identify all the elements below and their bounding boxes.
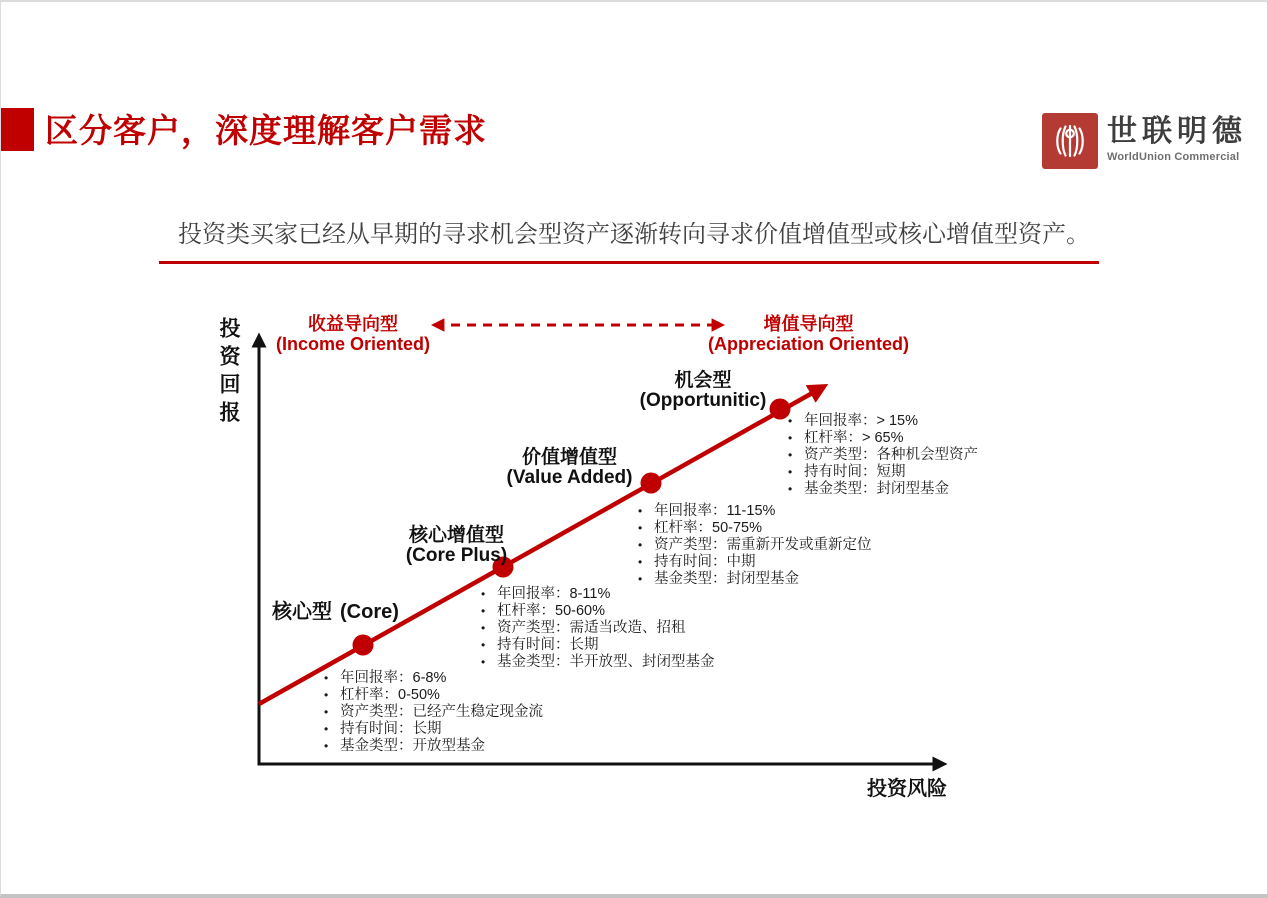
spectrum-right-cn: 增值导向型 <box>763 314 854 334</box>
bullet-fund-type: • 基金类型：封闭型基金 <box>637 571 872 588</box>
bullet-list-opportunitic <box>787 413 978 498</box>
spectrum-right-en: (Appreciation Oriented) <box>707 333 909 354</box>
bullet-holding-period: • 持有时间：中期 <box>637 554 872 571</box>
bullet-leverage-ratio: • 杠杆率：50-60% <box>480 603 715 620</box>
bullet-leverage-ratio: • 杠杆率：0-50% <box>323 687 543 704</box>
category-heading-core: 核心型 (Core) <box>272 601 399 623</box>
spectrum-left-label <box>263 315 443 354</box>
bullet-holding-period: • 持有时间：长期 <box>323 721 543 738</box>
bullet-leverage-ratio: • 杠杆率：> 65% <box>787 430 978 447</box>
bullet-annual-return: • 年回报率：11-15% <box>637 503 872 520</box>
bullet-list-core <box>323 670 543 755</box>
spectrum-left-cn: 收益导向型 <box>308 314 398 334</box>
point-value-added <box>641 473 662 494</box>
bullet-asset-type: • 资产类型：已经产生稳定现金流 <box>323 704 543 721</box>
bullet-fund-type: • 基金类型：半开放型、封闭型基金 <box>480 654 715 671</box>
y-axis-label: 投资回报 <box>217 317 240 429</box>
bullet-leverage-ratio: • 杠杆率：50-75% <box>637 520 872 537</box>
bullet-fund-type: • 基金类型：开放型基金 <box>323 738 543 755</box>
bullet-holding-period: • 持有时间：短期 <box>787 464 978 481</box>
logo-name-cn: 世联明德 <box>1107 115 1247 148</box>
category-heading-opportunitic: 机会型 (Opportunitic) <box>639 370 767 411</box>
bullet-asset-type: • 资产类型：各种机会型资产 <box>787 447 978 464</box>
category-heading-value-added: 价值增值型 (Value Added) <box>506 447 633 488</box>
bullet-list-core-plus <box>480 586 715 671</box>
category-heading-core-plus: 核心增值型 (Core Plus) <box>405 525 508 566</box>
bullet-annual-return: • 年回报率：6-8% <box>323 670 543 687</box>
bullet-annual-return: • 年回报率：> 15% <box>787 413 978 430</box>
x-axis-label: 投资风险 <box>867 778 947 800</box>
bullet-holding-period: • 持有时间：长期 <box>480 637 715 654</box>
spectrum-right-label <box>701 315 916 354</box>
spectrum-left-en: (Income Oriented) <box>275 333 431 354</box>
point-core <box>353 635 374 656</box>
bullet-list-value-added <box>637 503 872 588</box>
bullet-asset-type: • 资产类型：需重新开发或重新定位 <box>637 537 872 554</box>
bullet-asset-type: • 资产类型：需适当改造、招租 <box>480 620 715 637</box>
bullet-annual-return: • 年回报率：8-11% <box>480 586 715 603</box>
slide-subtitle: 投资类买家已经从早期的寻求机会型资产逐渐转向寻求价值增值型或核心增值型资产。 <box>178 221 1090 248</box>
logo-name-en: WorldUnion Commercial <box>1107 151 1240 163</box>
page-title: 区分客户，深度理解客户需求 <box>45 112 487 149</box>
bullet-fund-type: • 基金类型：封闭型基金 <box>787 481 978 498</box>
